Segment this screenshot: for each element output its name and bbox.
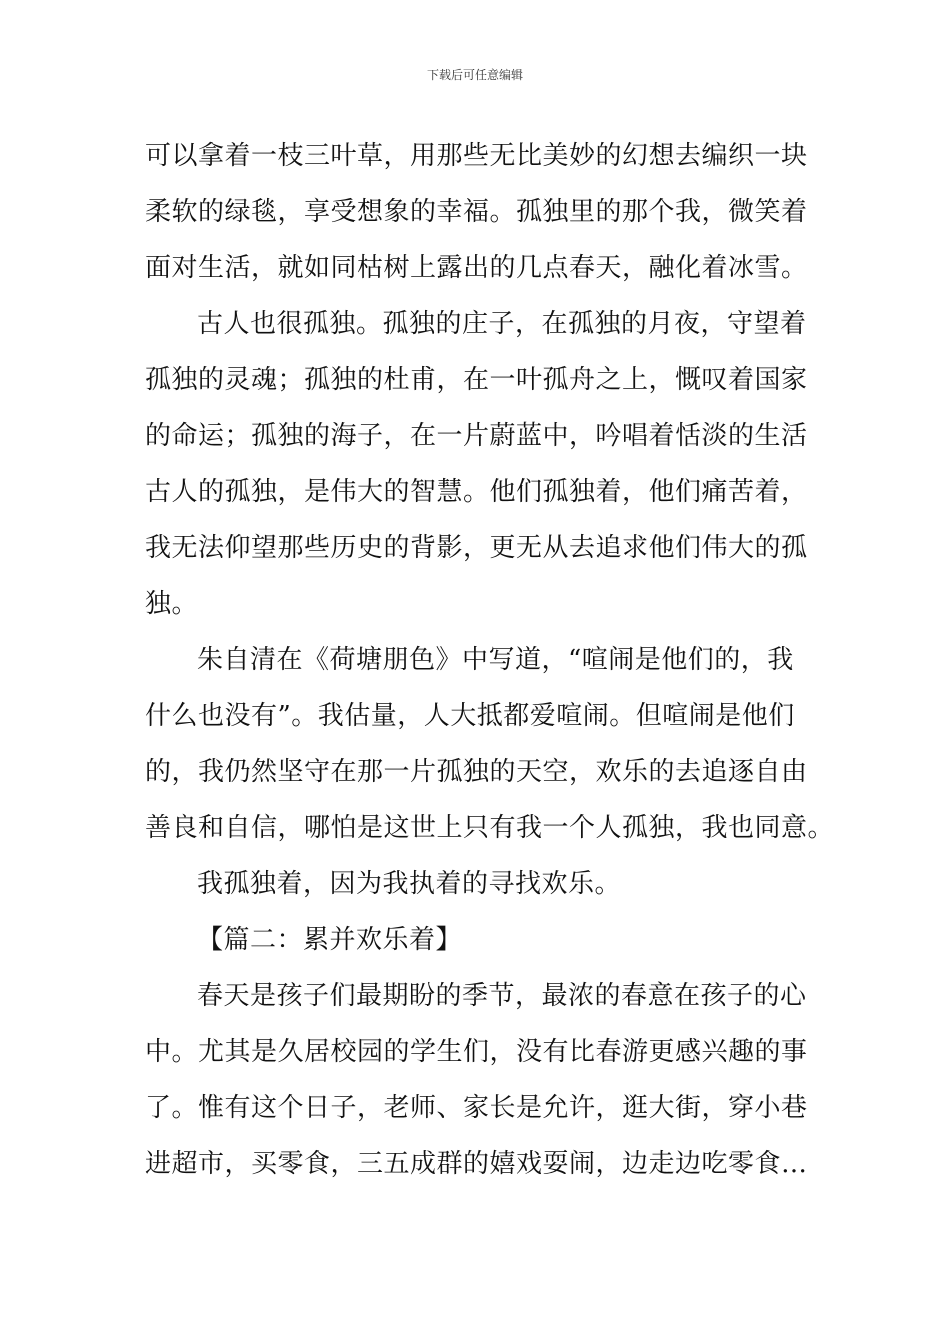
text-line: 春天是孩子们最期盼的季节，最浓的春意在孩子的心	[197, 981, 807, 1011]
text-line: 的命运；孤独的海子，在一片蔚蓝中，吟唱着恬淡的生活	[145, 421, 808, 451]
text-line: 古人的孤独，是伟大的智慧。他们孤独着，他们痛苦着，	[145, 477, 808, 507]
text-line: 的，我仍然坚守在那一片孤独的天空，欢乐的去追逐自由	[145, 757, 808, 787]
text-line: 善良和自信，哪怕是这世上只有我一个人孤独，我也同意。	[145, 813, 835, 843]
text-line: 我孤独着，因为我执着的寻找欢乐。	[197, 869, 622, 899]
text-line: 柔软的绿毯，享受想象的幸福。孤独里的那个我，微笑着	[145, 197, 808, 227]
body-text	[145, 128, 835, 1192]
text-line: 面对生活，就如同枯树上露出的几点春天，融化着冰雪。	[145, 253, 808, 283]
text-line: 朱自清在《荷塘朋色》中写道，“喧闹是他们的，我	[197, 645, 794, 675]
page-header: 下载后可任意编辑	[426, 68, 523, 82]
text-line: 孤独的灵魂；孤独的杜甫，在一叶孤舟之上，慨叹着国家	[145, 365, 808, 395]
text-line: 什么也没有”。我估量，人大抵都爱喧闹。但喧闹是他们	[145, 701, 795, 731]
text-line: 可以拿着一枝三叶草，用那些无比美妙的幻想去编织一块	[145, 141, 808, 171]
text-line: 进超市，买零食，三五成群的嬉戏耍闹，边走边吃零食…	[145, 1149, 808, 1179]
text-line: 古人也很孤独。孤独的庄子，在孤独的月夜，守望着	[197, 309, 807, 339]
text-line: 独。	[145, 589, 199, 619]
text-line: 了。惟有这个日子，老师、家长是允许，逛大街，穿小巷	[145, 1093, 808, 1123]
text-line: 【篇二：累并欢乐着】	[197, 925, 463, 955]
text-line: 我无法仰望那些历史的背影，更无从去追求他们伟大的孤	[145, 533, 808, 563]
text-line: 中。尤其是久居校园的学生们，没有比春游更感兴趣的事	[145, 1037, 808, 1067]
